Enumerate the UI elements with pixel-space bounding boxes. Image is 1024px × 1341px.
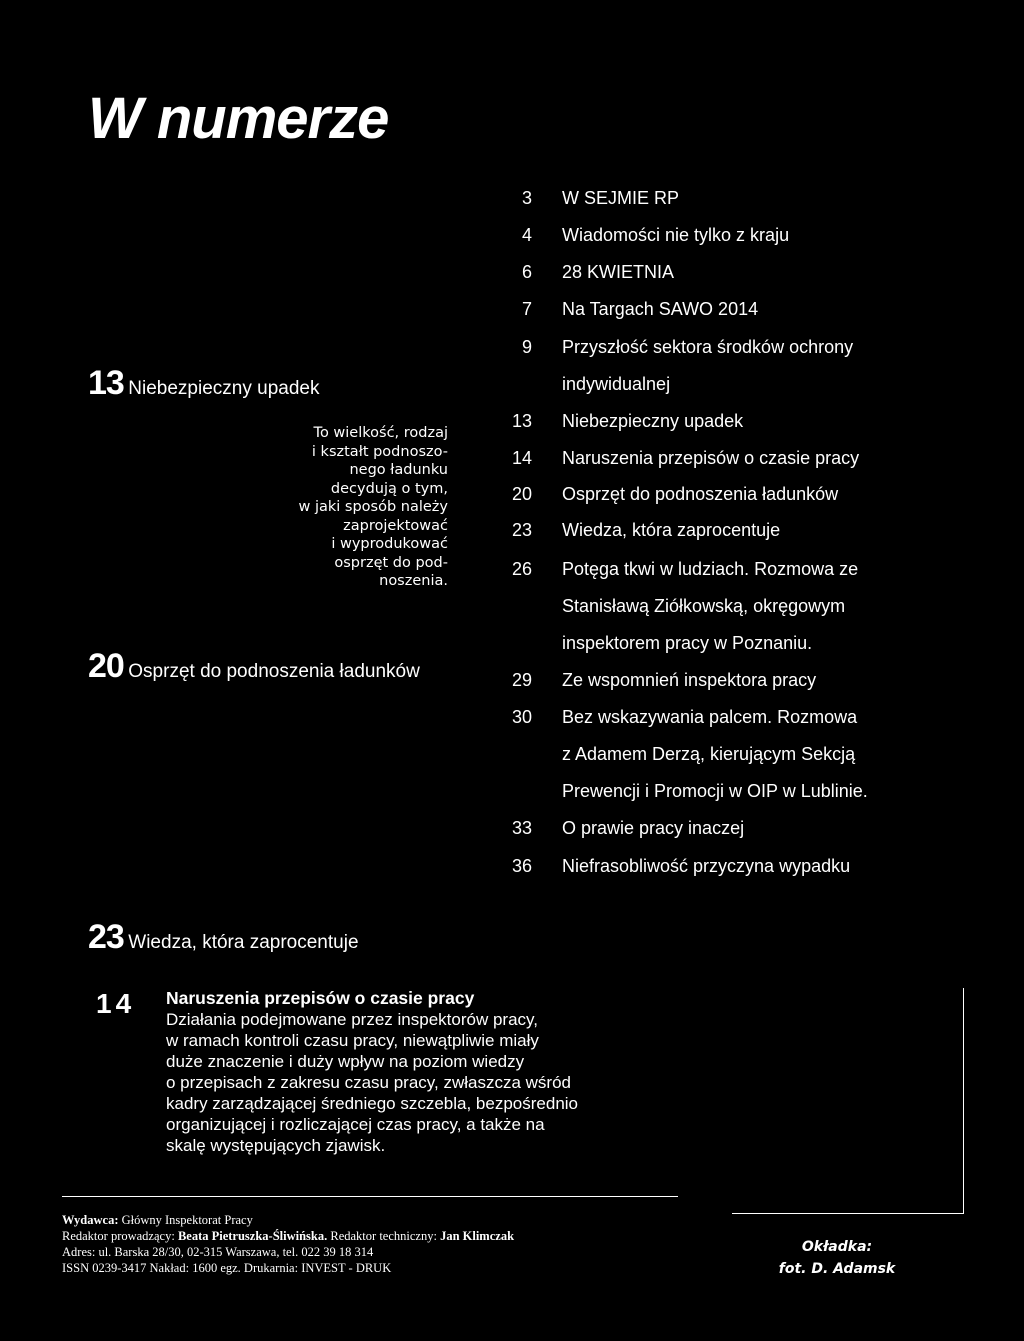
- feature-title: Niebezpieczny upadek: [128, 378, 320, 399]
- editor-label: Redaktor prowadzący:: [62, 1229, 175, 1243]
- story-heading: Naruszenia przepisów o czasie pracy: [166, 988, 475, 1008]
- toc-page-number: 4: [521, 225, 532, 245]
- toc-title: Ze wspomnień inspektora pracy: [562, 670, 817, 690]
- toc-page-number: 9: [521, 337, 532, 357]
- feature-23[interactable]: [88, 918, 359, 957]
- toc-page-number: 20: [511, 484, 532, 504]
- toc-title-continued: Prewencji i Promocji w OIP w Lublinie.: [562, 781, 868, 801]
- toc-title: Na Targach SAWO 2014: [562, 299, 759, 319]
- toc-page-number: 29: [511, 670, 532, 690]
- story-body: [166, 1009, 726, 1156]
- story-line: skalę występujących zjawisk.: [166, 1136, 386, 1155]
- imprint-publisher: [62, 1212, 514, 1228]
- teaser-line: i kształt podnoszo-: [311, 443, 448, 460]
- toc-page-number: 3: [521, 188, 532, 208]
- feature-20[interactable]: [88, 647, 420, 686]
- toc-title: Przyszłość sektora środków ochrony: [562, 337, 854, 357]
- editor-name: Beata Pietruszka-Śliwińska.: [177, 1229, 328, 1243]
- toc-title: Wiadomości nie tylko z kraju: [562, 225, 790, 245]
- tech-editor-label: Redaktor techniczny:: [330, 1229, 437, 1243]
- story-line: duże znaczenie i duży wpływ na poziom wiedzy: [166, 1052, 525, 1071]
- feature-title: Wiedza, która zaprocentuje: [128, 932, 359, 953]
- toc-page-number: 36: [511, 856, 532, 876]
- toc-title: 28 KWIETNIA: [562, 262, 675, 282]
- toc-title-continued: Stanisławą Ziółkowską, okręgowym: [562, 596, 846, 616]
- toc-page-number: 13: [511, 411, 532, 431]
- publisher-label: Wydawca:: [62, 1213, 119, 1227]
- cover-caption: [772, 1236, 902, 1280]
- teaser-line: noszenia.: [379, 573, 448, 589]
- cover-image-frame: [732, 988, 964, 1214]
- teaser-line: osprzęt do pod-: [334, 554, 448, 571]
- page-title: W numerze: [88, 86, 389, 151]
- imprint-editors: [62, 1228, 514, 1244]
- teaser-line: nego ładunku: [349, 462, 448, 478]
- toc-title: Osprzęt do podnoszenia ładunków: [562, 484, 839, 504]
- feature-page-number: 23: [88, 918, 124, 956]
- toc-page-number: 14: [511, 448, 532, 468]
- toc-title: W SEJMIE RP: [562, 188, 680, 208]
- teaser-line: i wyprodukować: [331, 536, 448, 552]
- toc-page-number: 26: [511, 559, 532, 579]
- imprint-address: Adres: ul. Barska 28/30, 02-315 Warszawa, tel. 022 39 18 314: [62, 1245, 374, 1259]
- toc-title: O prawie pracy inaczej: [562, 818, 745, 838]
- feature-title: Osprzęt do podnoszenia ładunków: [128, 661, 420, 682]
- publisher-name: Główny Inspektorat Pracy: [121, 1213, 253, 1227]
- toc-title-continued: z Adamem Derzą, kierującym Sekcją: [562, 744, 856, 764]
- toc-title: Naruszenia przepisów o czasie pracy: [562, 448, 860, 468]
- cover-label: Okładka:: [801, 1239, 873, 1255]
- teaser-line: decydują o tym,: [330, 480, 448, 497]
- toc-title-continued: indywidualnej: [562, 374, 671, 394]
- tech-editor-name: Jan Klimczak: [440, 1229, 515, 1243]
- toc-page-number: 6: [521, 262, 532, 282]
- toc-title: Niebezpieczny upadek: [562, 411, 744, 431]
- teaser-line: w jaki sposób należy: [298, 499, 448, 515]
- toc-page-number: 7: [521, 299, 532, 319]
- story-line: organizującej i rozliczającej czas pracy, a także na: [166, 1115, 545, 1134]
- story-page-number: 14: [96, 988, 136, 1019]
- teaser-line: To wielkość, rodzaj: [313, 425, 448, 441]
- toc-title: Potęga tkwi w ludziach. Rozmowa ze: [562, 559, 859, 579]
- toc-title: Bez wskazywania palcem. Rozmowa: [562, 707, 858, 727]
- feature-teaser: [240, 424, 448, 591]
- imprint-issn: ISSN 0239-3417 Nakład: 1600 egz. Drukarnia: INVEST - DRUK: [62, 1261, 392, 1275]
- toc-page-number: 33: [511, 818, 532, 838]
- toc-title: Wiedza, która zaprocentuje: [562, 520, 781, 540]
- story-line: Działania podejmowane przez inspektorów pracy,: [166, 1010, 538, 1029]
- featured-story[interactable]: [166, 988, 726, 1156]
- toc-page-number: 23: [511, 520, 532, 540]
- story-line: kadry zarządzającej średniego szczebla, bezpośrednio: [166, 1094, 579, 1113]
- cover-credit: fot. D. Adamsk: [778, 1261, 896, 1277]
- feature-page-number: 13: [88, 364, 124, 402]
- story-line: w ramach kontroli czasu pracy, niewątpliwie miały: [166, 1031, 539, 1050]
- imprint: [62, 1212, 514, 1276]
- toc-title: Niefrasobliwość przyczyna wypadku: [562, 856, 851, 876]
- story-line: o przepisach z zakresu czasu pracy, zwłaszcza wśród: [166, 1073, 572, 1092]
- feature-page-number: 20: [88, 647, 124, 685]
- divider: [62, 1196, 678, 1197]
- toc-page-number: 30: [511, 707, 532, 727]
- toc-title-continued: inspektorem pracy w Poznaniu.: [562, 633, 813, 653]
- feature-13[interactable]: [88, 364, 319, 403]
- teaser-line: zaprojektować: [343, 517, 448, 534]
